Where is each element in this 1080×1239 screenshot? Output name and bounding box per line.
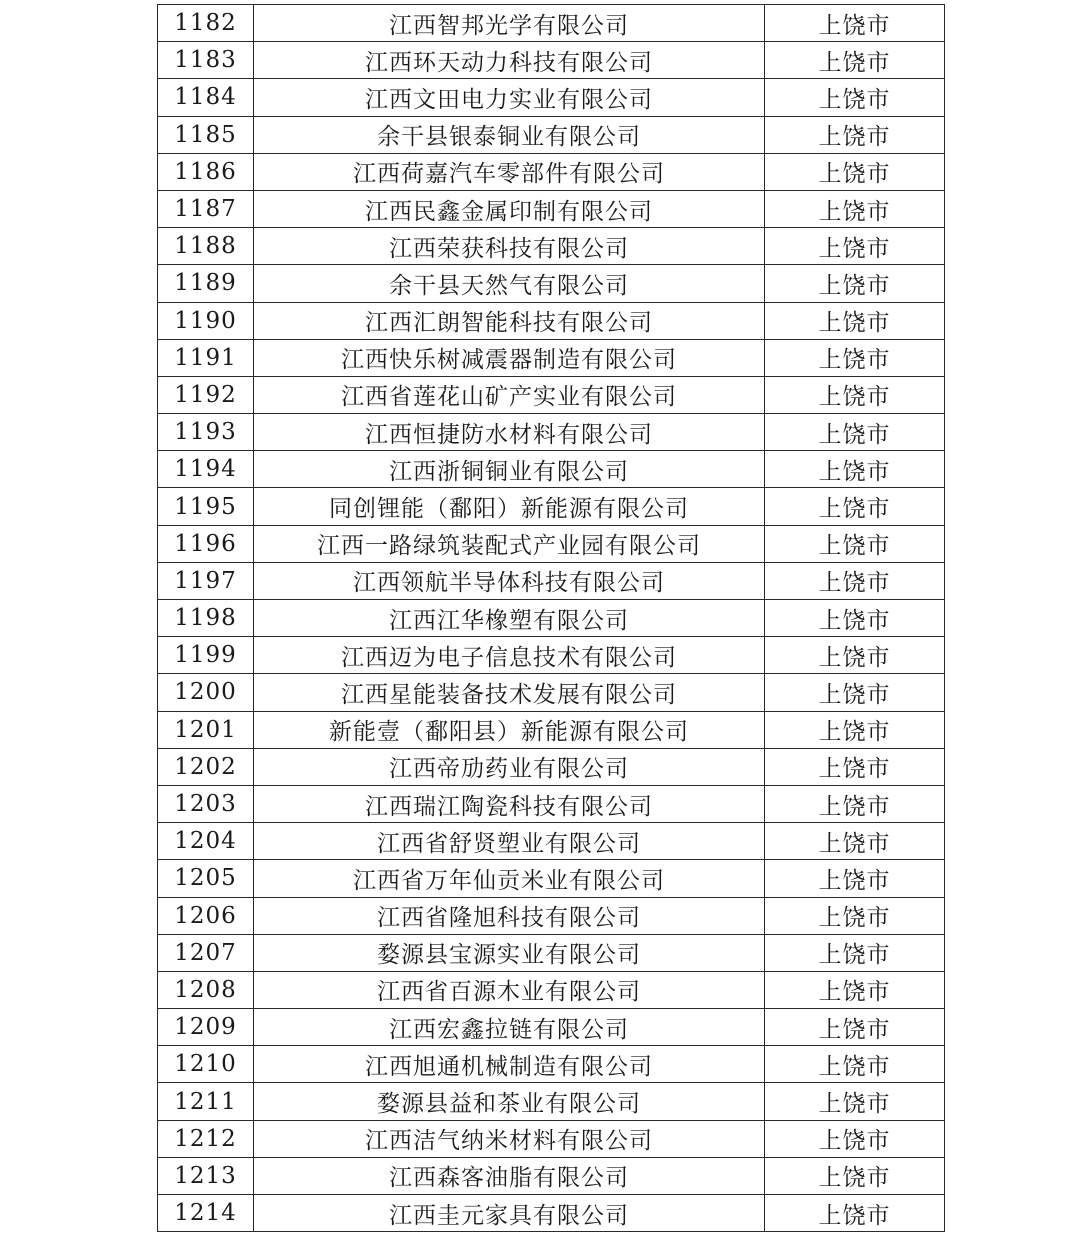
row-number-cell: 1187 — [158, 190, 254, 227]
table-row — [158, 153, 945, 190]
row-number-cell: 1188 — [158, 228, 254, 265]
table-row — [158, 339, 945, 376]
row-number-cell: 1189 — [158, 265, 254, 302]
row-number-cell: 1203 — [158, 785, 254, 822]
city-cell: 上饶市 — [765, 79, 945, 116]
city-cell: 上饶市 — [765, 339, 945, 376]
table-row — [158, 302, 945, 339]
company-name-cell: 江西民鑫金属印制有限公司 — [254, 190, 765, 227]
company-name-cell: 江西环天动力科技有限公司 — [254, 42, 765, 79]
city-cell: 上饶市 — [765, 971, 945, 1008]
row-number-cell: 1201 — [158, 711, 254, 748]
city-cell: 上饶市 — [765, 1195, 945, 1232]
table-row — [158, 1046, 945, 1083]
company-name-cell: 江西省万年仙贡米业有限公司 — [254, 860, 765, 897]
table-row — [158, 525, 945, 562]
city-cell: 上饶市 — [765, 1083, 945, 1120]
city-cell: 上饶市 — [765, 451, 945, 488]
company-name-cell: 江西荣获科技有限公司 — [254, 228, 765, 265]
company-name-cell: 余干县天然气有限公司 — [254, 265, 765, 302]
row-number-cell: 1209 — [158, 1009, 254, 1046]
city-cell: 上饶市 — [765, 600, 945, 637]
company-name-cell: 新能壹（鄱阳县）新能源有限公司 — [254, 711, 765, 748]
city-cell: 上饶市 — [765, 302, 945, 339]
table-row — [158, 42, 945, 79]
row-number-cell: 1212 — [158, 1120, 254, 1157]
city-cell: 上饶市 — [765, 228, 945, 265]
table-row — [158, 823, 945, 860]
company-name-cell: 江西森客油脂有限公司 — [254, 1157, 765, 1194]
city-cell: 上饶市 — [765, 1046, 945, 1083]
company-name-cell: 江西帝劢药业有限公司 — [254, 748, 765, 785]
row-number-cell: 1191 — [158, 339, 254, 376]
company-name-cell: 江西快乐树减震器制造有限公司 — [254, 339, 765, 376]
company-name-cell: 婺源县益和茶业有限公司 — [254, 1083, 765, 1120]
row-number-cell: 1211 — [158, 1083, 254, 1120]
row-number-cell: 1185 — [158, 116, 254, 153]
table-row — [158, 785, 945, 822]
company-name-cell: 江西旭通机械制造有限公司 — [254, 1046, 765, 1083]
company-name-cell: 同创锂能（鄱阳）新能源有限公司 — [254, 488, 765, 525]
row-number-cell: 1204 — [158, 823, 254, 860]
company-name-cell: 江西浙铜铜业有限公司 — [254, 451, 765, 488]
table-row — [158, 637, 945, 674]
row-number-cell: 1190 — [158, 302, 254, 339]
table-row — [158, 265, 945, 302]
company-name-cell: 江西汇朗智能科技有限公司 — [254, 302, 765, 339]
table-row — [158, 1120, 945, 1157]
company-name-cell: 江西一路绿筑装配式产业园有限公司 — [254, 525, 765, 562]
row-number-cell: 1184 — [158, 79, 254, 116]
row-number-cell: 1186 — [158, 153, 254, 190]
city-cell: 上饶市 — [765, 748, 945, 785]
row-number-cell: 1197 — [158, 562, 254, 599]
row-number-cell: 1214 — [158, 1195, 254, 1232]
row-number-cell: 1208 — [158, 971, 254, 1008]
row-number-cell: 1207 — [158, 934, 254, 971]
table-row — [158, 1157, 945, 1194]
company-name-cell: 江西宏鑫拉链有限公司 — [254, 1009, 765, 1046]
company-name-cell: 江西荷嘉汽车零部件有限公司 — [254, 153, 765, 190]
table-row — [158, 376, 945, 413]
city-cell: 上饶市 — [765, 674, 945, 711]
city-cell: 上饶市 — [765, 934, 945, 971]
company-name-cell: 江西省隆旭科技有限公司 — [254, 897, 765, 934]
company-name-cell: 江西智邦光学有限公司 — [254, 5, 765, 42]
company-name-cell: 江西瑞江陶瓷科技有限公司 — [254, 785, 765, 822]
city-cell: 上饶市 — [765, 265, 945, 302]
city-cell: 上饶市 — [765, 1009, 945, 1046]
company-name-cell: 婺源县宝源实业有限公司 — [254, 934, 765, 971]
city-cell: 上饶市 — [765, 376, 945, 413]
table-row — [158, 1083, 945, 1120]
table-row — [158, 451, 945, 488]
city-cell: 上饶市 — [765, 562, 945, 599]
table-row — [158, 748, 945, 785]
company-name-cell: 江西恒捷防水材料有限公司 — [254, 414, 765, 451]
table-row — [158, 897, 945, 934]
row-number-cell: 1182 — [158, 5, 254, 42]
city-cell: 上饶市 — [765, 190, 945, 227]
table-row — [158, 79, 945, 116]
company-name-cell: 江西星能装备技术发展有限公司 — [254, 674, 765, 711]
table-row — [158, 562, 945, 599]
table-row — [158, 488, 945, 525]
row-number-cell: 1192 — [158, 376, 254, 413]
company-name-cell: 江西省舒贤塑业有限公司 — [254, 823, 765, 860]
city-cell: 上饶市 — [765, 637, 945, 674]
row-number-cell: 1183 — [158, 42, 254, 79]
city-cell: 上饶市 — [765, 5, 945, 42]
city-cell: 上饶市 — [765, 860, 945, 897]
table-row — [158, 116, 945, 153]
city-cell: 上饶市 — [765, 153, 945, 190]
table-row — [158, 414, 945, 451]
table-body — [158, 5, 945, 1232]
company-name-cell: 余干县银泰铜业有限公司 — [254, 116, 765, 153]
company-name-cell: 江西圭元家具有限公司 — [254, 1195, 765, 1232]
row-number-cell: 1194 — [158, 451, 254, 488]
city-cell: 上饶市 — [765, 116, 945, 153]
row-number-cell: 1205 — [158, 860, 254, 897]
table-row — [158, 674, 945, 711]
table-row — [158, 1195, 945, 1232]
row-number-cell: 1200 — [158, 674, 254, 711]
company-name-cell: 江西江华橡塑有限公司 — [254, 600, 765, 637]
company-name-cell: 江西文田电力实业有限公司 — [254, 79, 765, 116]
table-row — [158, 860, 945, 897]
row-number-cell: 1202 — [158, 748, 254, 785]
city-cell: 上饶市 — [765, 525, 945, 562]
row-number-cell: 1193 — [158, 414, 254, 451]
city-cell: 上饶市 — [765, 711, 945, 748]
company-list-table — [157, 4, 945, 1232]
city-cell: 上饶市 — [765, 414, 945, 451]
company-name-cell: 江西洁气纳米材料有限公司 — [254, 1120, 765, 1157]
row-number-cell: 1206 — [158, 897, 254, 934]
table-row — [158, 600, 945, 637]
company-name-cell: 江西省百源木业有限公司 — [254, 971, 765, 1008]
row-number-cell: 1196 — [158, 525, 254, 562]
row-number-cell: 1198 — [158, 600, 254, 637]
table-row — [158, 971, 945, 1008]
row-number-cell: 1210 — [158, 1046, 254, 1083]
table-row — [158, 5, 945, 42]
city-cell: 上饶市 — [765, 488, 945, 525]
row-number-cell: 1199 — [158, 637, 254, 674]
city-cell: 上饶市 — [765, 897, 945, 934]
table-row — [158, 711, 945, 748]
table-row — [158, 1009, 945, 1046]
row-number-cell: 1195 — [158, 488, 254, 525]
table-row — [158, 934, 945, 971]
city-cell: 上饶市 — [765, 42, 945, 79]
city-cell: 上饶市 — [765, 1157, 945, 1194]
table-row — [158, 190, 945, 227]
company-name-cell: 江西迈为电子信息技术有限公司 — [254, 637, 765, 674]
company-name-cell: 江西领航半导体科技有限公司 — [254, 562, 765, 599]
row-number-cell: 1213 — [158, 1157, 254, 1194]
company-name-cell: 江西省莲花山矿产实业有限公司 — [254, 376, 765, 413]
city-cell: 上饶市 — [765, 823, 945, 860]
city-cell: 上饶市 — [765, 1120, 945, 1157]
table-row — [158, 228, 945, 265]
city-cell: 上饶市 — [765, 785, 945, 822]
